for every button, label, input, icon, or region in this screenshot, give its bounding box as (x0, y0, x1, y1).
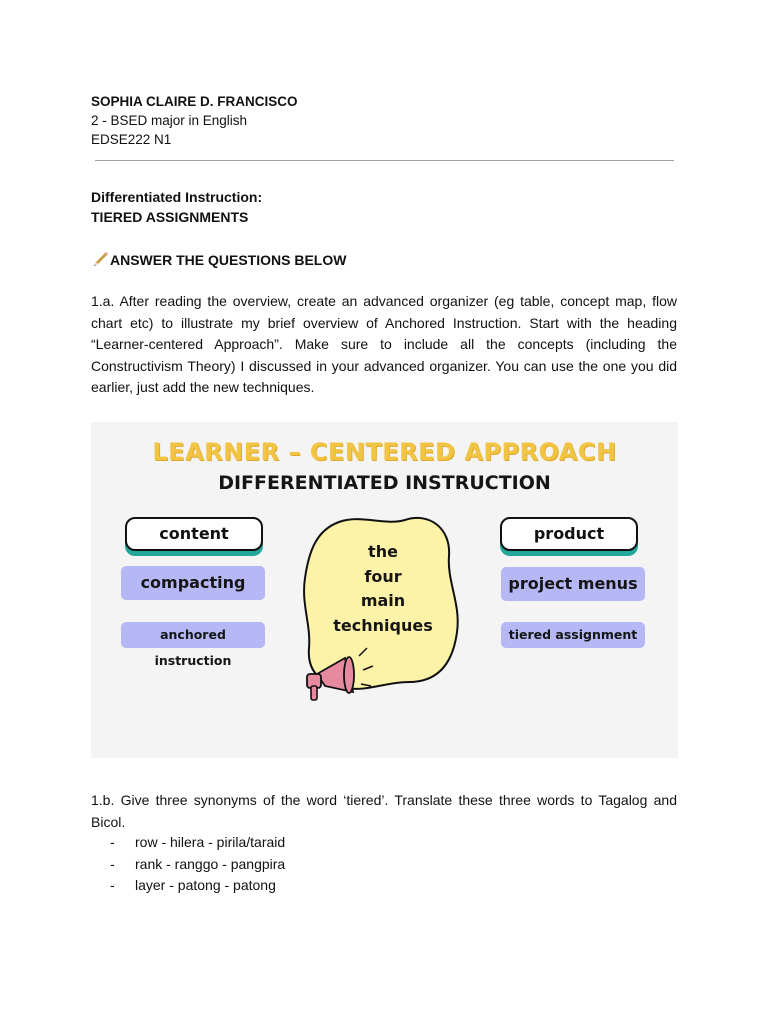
synonym-list (110, 832, 285, 897)
center-line: the (368, 542, 398, 561)
list-bullet: - (110, 855, 115, 872)
list-item (110, 854, 285, 876)
document-title: Differentiated Instruction: (91, 189, 263, 205)
product-header: product (500, 517, 638, 551)
list-bullet: - (110, 877, 115, 893)
document-subtitle: TIERED ASSIGNMENTS (91, 209, 249, 225)
student-name: SOPHIA CLAIRE D. FRANCISCO (91, 94, 298, 109)
advanced-organizer-image (91, 422, 678, 758)
organizer-subtitle: DIFFERENTIATED INSTRUCTION (218, 472, 551, 494)
list-item (110, 832, 285, 854)
chip-anchored-instruction: anchored instruction (121, 622, 265, 648)
center-line: main (360, 591, 406, 610)
student-program: 2 - BSED major in English (91, 113, 248, 128)
center-line: techniques (333, 615, 433, 635)
pencil-icon (91, 251, 109, 269)
list-bullet: - (110, 834, 115, 850)
instructions-text: ANSWER THE QUESTIONS BELOW (110, 252, 347, 268)
content-header: content (125, 517, 263, 551)
instructions-heading (91, 250, 346, 270)
center-line: four (364, 566, 402, 586)
list-item-text: rank - ranggo - pangpira (135, 855, 286, 872)
chip-tiered-assignment: tiered assignment (501, 622, 645, 648)
question-1a: 1.a. After reading the overview, create an advanced organizer (eg table, concept map, flow chart etc) to illustrate my brief overview of Anchored Instruction. Start with the heading “Learner-centered Approach”. Make sure to include all the concepts (including the Constructivism Theory) I discussed in your advanced organizer. You can use the one you did earlier, just add the new techniques. (91, 293, 677, 395)
list-item (110, 875, 285, 897)
organizer-title: LEARNER – CENTERED APPROACH (152, 438, 617, 466)
list-item-text: layer - patong - patong (135, 877, 276, 893)
chip-project-menus: project menus (501, 567, 645, 601)
chip-compacting: compacting (121, 566, 265, 600)
question-1b: 1.b. Give three synonyms of the word ‘tiered’. Translate these three words to Tagalog and Bicol. (91, 792, 677, 830)
center-text (313, 540, 453, 638)
course-code: EDSE222 N1 (91, 132, 172, 147)
list-item-text: row - hilera - pirila/taraid (135, 834, 286, 850)
horizontal-divider (95, 160, 674, 161)
